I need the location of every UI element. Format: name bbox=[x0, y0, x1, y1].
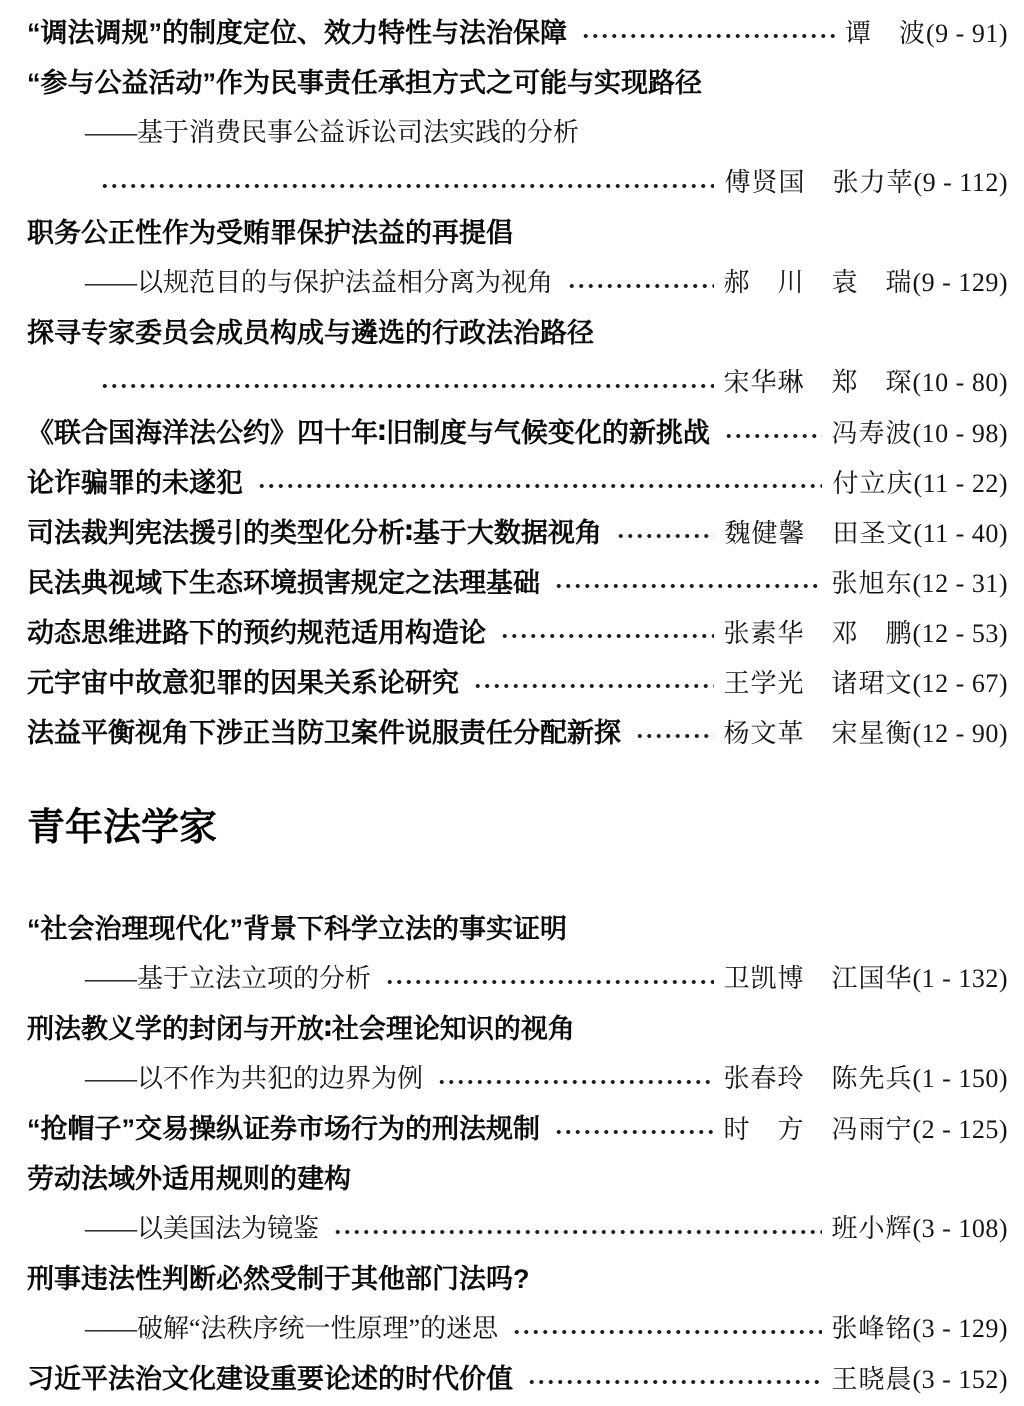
entry-subtitle: ——基于立法立项的分析 bbox=[85, 964, 372, 993]
toc-entry-subtitle-line bbox=[27, 108, 1008, 158]
toc-entry bbox=[27, 1154, 1008, 1204]
entry-page-ref: (10 - 98) bbox=[912, 419, 1008, 448]
entry-page-ref: (12 - 53) bbox=[912, 619, 1008, 648]
entry-page-ref: (3 - 152) bbox=[912, 1365, 1008, 1394]
toc-entry bbox=[27, 904, 1008, 954]
entry-subtitle: ——破解“法秩序统一性原理”的迷思 bbox=[85, 1314, 499, 1343]
entry-authors: 时 方 冯雨宁 bbox=[723, 1115, 913, 1144]
toc-entry-subtitle-line bbox=[27, 1304, 1008, 1354]
dot-leader bbox=[100, 180, 714, 192]
entry-page-ref: (9 - 91) bbox=[926, 19, 1008, 48]
entry-page-ref: (3 - 108) bbox=[912, 1214, 1008, 1243]
toc-entry bbox=[27, 1104, 1008, 1154]
dot-leader bbox=[635, 730, 714, 742]
dot-leader bbox=[554, 1126, 714, 1138]
toc-entry bbox=[27, 1354, 1008, 1404]
entry-title: 论诈骗罪的未遂犯 bbox=[27, 468, 243, 498]
entry-page-ref: (1 - 132) bbox=[912, 964, 1008, 993]
entry-subtitle: ——以不作为共犯的边界为例 bbox=[85, 1064, 424, 1093]
entry-page-ref: (3 - 129) bbox=[912, 1314, 1008, 1343]
entry-page-ref: (9 - 129) bbox=[912, 268, 1008, 297]
dot-leader bbox=[554, 580, 822, 592]
entry-page-ref: (12 - 90) bbox=[912, 719, 1008, 748]
entry-page-ref: (10 - 80) bbox=[912, 368, 1008, 397]
entry-authors: 宋华琳 郑 琛 bbox=[723, 368, 913, 397]
entry-authors: 张春玲 陈先兵 bbox=[723, 1064, 913, 1093]
dot-leader bbox=[724, 430, 822, 442]
entry-authors: 杨文革 宋星衡 bbox=[723, 719, 913, 748]
entry-authors: 谭 波 bbox=[845, 19, 927, 48]
toc-entry bbox=[27, 458, 1008, 508]
entry-title: 民法典视域下生态环境损害规定之法理基础 bbox=[27, 568, 540, 598]
entry-title: 刑事违法性判断必然受制于其他部门法吗? bbox=[27, 1264, 530, 1294]
entry-title: 《联合国海洋法公约》四十年∶旧制度与气候变化的新挑战 bbox=[27, 418, 710, 448]
toc-entry bbox=[27, 208, 1008, 258]
dot-leader bbox=[333, 1226, 821, 1238]
dot-leader bbox=[527, 1376, 822, 1388]
entry-subtitle: ——以美国法为镜鉴 bbox=[85, 1214, 320, 1243]
entry-title: 习近平法治文化建设重要论述的时代价值 bbox=[27, 1364, 513, 1394]
toc-entry bbox=[27, 1004, 1008, 1054]
toc-entry-leader-line bbox=[27, 158, 1008, 208]
entry-authors: 王学光 诸珺文 bbox=[723, 669, 913, 698]
entry-page-ref: (2 - 125) bbox=[912, 1115, 1008, 1144]
dot-leader bbox=[100, 380, 714, 392]
entry-page-ref: (12 - 67) bbox=[912, 669, 1008, 698]
toc-entry bbox=[27, 58, 1008, 108]
toc-entry bbox=[27, 558, 1008, 608]
toc-entry bbox=[27, 658, 1008, 708]
entry-title: 刑法教义学的封闭与开放∶社会理论知识的视角 bbox=[27, 1014, 575, 1044]
toc-entry-subtitle-line bbox=[27, 1204, 1008, 1254]
toc-entry bbox=[27, 1254, 1008, 1304]
entry-authors: 傅贤国 张力苹 bbox=[724, 168, 914, 197]
toc-entry bbox=[27, 308, 1008, 358]
toc-entry bbox=[27, 408, 1008, 458]
toc-entry-subtitle-line bbox=[27, 1054, 1008, 1104]
entry-authors: 郝 川 袁 瑞 bbox=[723, 268, 913, 297]
entry-subtitle: ——基于消费民事公益诉讼司法实践的分析 bbox=[85, 118, 580, 147]
entry-authors: 班小辉 bbox=[831, 1214, 913, 1243]
toc-entry bbox=[27, 508, 1008, 558]
entry-authors: 王晓晨 bbox=[831, 1365, 913, 1394]
dot-leader bbox=[581, 30, 835, 42]
entry-title: 司法裁判宪法援引的类型化分析∶基于大数据视角 bbox=[27, 518, 602, 548]
toc-entry-leader-line bbox=[27, 358, 1008, 408]
dot-leader bbox=[473, 680, 714, 692]
dot-leader bbox=[437, 1076, 713, 1088]
toc-entry-subtitle-line bbox=[27, 258, 1008, 308]
entry-subtitle: ——以规范目的与保护法益相分离为视角 bbox=[85, 268, 554, 297]
dot-leader bbox=[500, 630, 714, 642]
dot-leader bbox=[616, 530, 715, 542]
entry-title: “抢帽子”交易操纵证券市场行为的刑法规制 bbox=[27, 1114, 540, 1144]
entry-title: “调法调规”的制度定位、效力特性与法治保障 bbox=[27, 18, 567, 48]
entry-title: 探寻专家委员会成员构成与遴选的行政法治路径 bbox=[27, 318, 594, 348]
entry-authors: 张旭东 bbox=[831, 569, 913, 598]
entry-title: 职务公正性作为受贿罪保护法益的再提倡 bbox=[27, 218, 513, 248]
entry-title: 法益平衡视角下涉正当防卫案件说服责任分配新探 bbox=[27, 718, 621, 748]
entry-authors: 卫凯博 江国华 bbox=[723, 964, 913, 993]
dot-leader bbox=[512, 1326, 821, 1338]
entry-authors: 付立庆 bbox=[832, 469, 914, 498]
entry-title: 动态思维进路下的预约规范适用构造论 bbox=[27, 618, 486, 648]
entry-page-ref: (12 - 31) bbox=[912, 569, 1008, 598]
entry-title: “社会治理现代化”背景下科学立法的事实证明 bbox=[27, 914, 567, 944]
dot-leader bbox=[385, 976, 713, 988]
entry-authors: 魏健馨 田圣文 bbox=[724, 519, 914, 548]
dot-leader bbox=[257, 480, 822, 492]
section-heading: 青年法学家 bbox=[27, 807, 218, 849]
entry-page-ref: (9 - 112) bbox=[913, 168, 1008, 197]
toc-entry bbox=[27, 608, 1008, 658]
entry-authors: 张峰铭 bbox=[831, 1314, 913, 1343]
entry-page-ref: (1 - 150) bbox=[912, 1064, 1008, 1093]
entry-page-ref: (11 - 22) bbox=[913, 469, 1008, 498]
entry-page-ref: (11 - 40) bbox=[913, 519, 1008, 548]
dot-leader bbox=[567, 280, 713, 292]
toc-entry bbox=[27, 8, 1008, 58]
entry-title: 元宇宙中故意犯罪的因果关系论研究 bbox=[27, 668, 459, 698]
toc-entry-subtitle-line bbox=[27, 954, 1008, 1004]
entry-authors: 张素华 邓 鹏 bbox=[723, 619, 913, 648]
toc-entry bbox=[27, 708, 1008, 758]
entry-title: 劳动法域外适用规则的建构 bbox=[27, 1164, 351, 1194]
entry-title: “参与公益活动”作为民事责任承担方式之可能与实现路径 bbox=[27, 68, 702, 98]
entry-authors: 冯寿波 bbox=[831, 419, 913, 448]
